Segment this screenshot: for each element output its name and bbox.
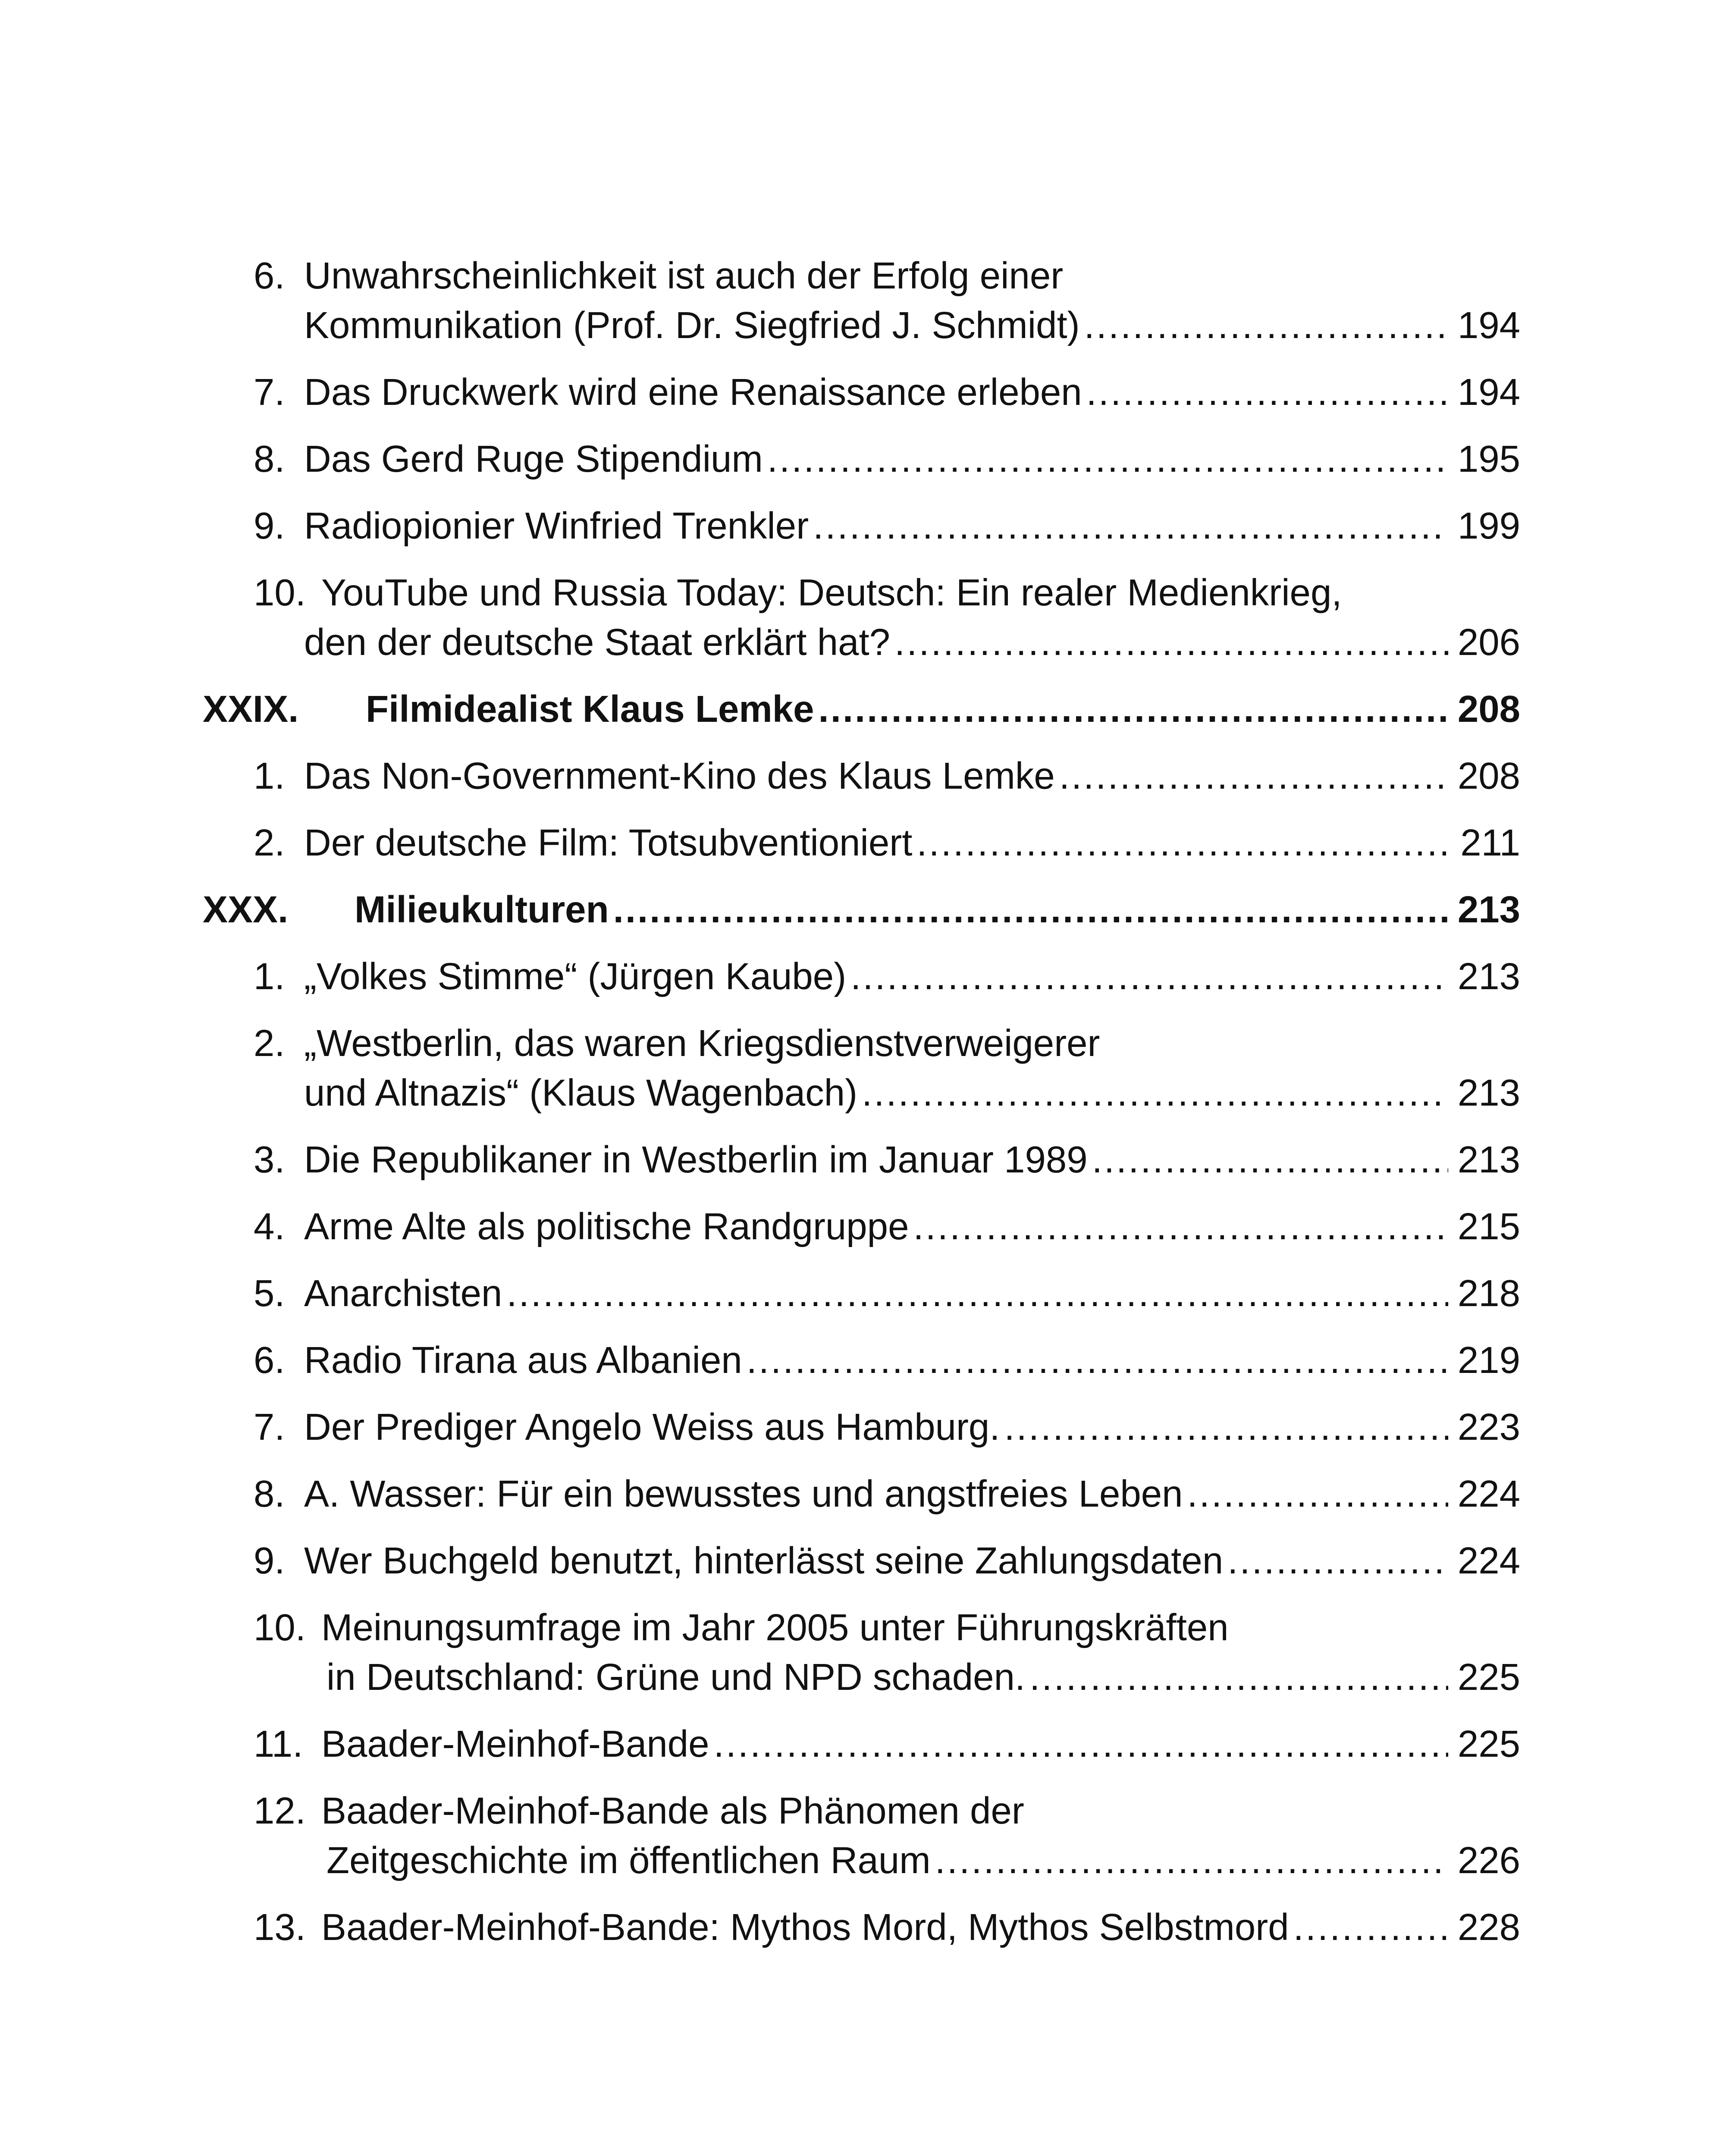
entry-title-line: „Volkes Stimme“ (Jürgen Kaube) ..... 213 bbox=[304, 951, 1520, 1003]
page-number: 194 bbox=[1457, 304, 1520, 346]
page-number: 215 bbox=[1457, 1206, 1520, 1247]
entry-title-line: Radio Tirana aus Albanien ..... 219 bbox=[304, 1335, 1520, 1386]
entry-title-line: Das Gerd Ruge Stipendium ..... 195 bbox=[304, 433, 1520, 485]
entry-number: 3. bbox=[254, 1139, 285, 1181]
entry-title-line: Kommunikation (Prof. Dr. Siegfried J. Schmidt) ..... 194 bbox=[304, 300, 1520, 351]
entry-title-line: Wer Buchgeld benutzt, hinterlässt seine Zahlungsdaten ..... 224 bbox=[304, 1535, 1520, 1587]
dot-leader bbox=[813, 500, 1448, 552]
dot-leader bbox=[935, 1835, 1448, 1887]
entry-number: 10. bbox=[254, 572, 306, 614]
entry-title-line: Zeitgeschichte im öffentlichen Raum ..... 226 bbox=[326, 1835, 1520, 1887]
entry-number: 8. bbox=[254, 1473, 285, 1515]
page-number: 224 bbox=[1457, 1473, 1520, 1515]
dot-leader bbox=[913, 1201, 1448, 1253]
page-number: 218 bbox=[1457, 1272, 1520, 1314]
entry-title-line: Meinungsumfrage im Jahr 2005 unter Führungskräften bbox=[321, 1607, 1229, 1648]
dot-leader bbox=[1187, 1468, 1448, 1520]
entry-title-line: Der deutsche Film: Totsubventioniert ..... 211 bbox=[304, 817, 1520, 869]
page-number: 206 bbox=[1457, 621, 1520, 663]
entry-number: 1. bbox=[254, 956, 285, 997]
chapter-title-line: Milieukulturen ..... 213 bbox=[355, 884, 1520, 936]
entry-number: 4. bbox=[254, 1206, 285, 1247]
entry-number: 10. bbox=[254, 1607, 306, 1648]
dot-leader bbox=[916, 817, 1451, 869]
entry-number: 7. bbox=[254, 371, 285, 413]
entry-title-line: Baader-Meinhof-Bande als Phänomen der bbox=[321, 1790, 1024, 1832]
entry-title-line: und Altnazis“ (Klaus Wagenbach) ..... 213 bbox=[304, 1067, 1520, 1119]
dot-leader bbox=[1059, 750, 1448, 802]
dot-leader bbox=[850, 951, 1448, 1003]
page-number: 195 bbox=[1457, 438, 1520, 480]
entry-number: 5. bbox=[254, 1272, 285, 1314]
entry-title-line: Unwahrscheinlichkeit ist auch der Erfolg einer bbox=[304, 255, 1064, 297]
chapter-number: XXIX. bbox=[203, 688, 299, 730]
page-number: 219 bbox=[1457, 1339, 1520, 1381]
entry-number: 11. bbox=[254, 1723, 303, 1765]
page-number: 208 bbox=[1457, 688, 1520, 730]
dot-leader bbox=[1293, 1902, 1448, 1953]
page-number: 213 bbox=[1457, 956, 1520, 997]
page-number: 213 bbox=[1457, 889, 1520, 931]
dot-leader bbox=[819, 683, 1448, 735]
entry-title-line: Anarchisten ..... 218 bbox=[304, 1268, 1520, 1319]
dot-leader bbox=[1092, 1134, 1448, 1186]
page-number: 208 bbox=[1457, 755, 1520, 797]
page-number: 223 bbox=[1457, 1406, 1520, 1448]
dot-leader bbox=[1004, 1401, 1448, 1453]
page-number: 224 bbox=[1457, 1540, 1520, 1582]
entry-number: 2. bbox=[254, 1022, 285, 1064]
page-number: 225 bbox=[1457, 1656, 1520, 1698]
dot-leader bbox=[894, 617, 1448, 668]
page-number: 226 bbox=[1457, 1839, 1520, 1881]
entry-number: 2. bbox=[254, 822, 285, 864]
entry-number: 13. bbox=[254, 1906, 306, 1948]
entry-number: 6. bbox=[254, 255, 285, 297]
chapter-title-line: Filmidealist Klaus Lemke ..... 208 bbox=[366, 683, 1520, 735]
dot-leader bbox=[1029, 1651, 1448, 1703]
entry-title-line: Das Non-Government-Kino des Klaus Lemke ..... 208 bbox=[304, 750, 1520, 802]
entry-number: 8. bbox=[254, 438, 285, 480]
dot-leader bbox=[1086, 367, 1448, 418]
page-number: 211 bbox=[1460, 822, 1520, 864]
entry-title-line: A. Wasser: Für ein bewusstes und angstfreies Leben ..... 224 bbox=[304, 1468, 1520, 1520]
entry-title-line: „Westberlin, das waren Kriegsdienstverweigerer bbox=[304, 1022, 1100, 1064]
dot-leader bbox=[613, 884, 1448, 936]
entry-title-line: Die Republikaner in Westberlin im Januar 1989 ..... 213 bbox=[304, 1134, 1520, 1186]
entry-title-line: Radiopionier Winfried Trenkler ..... 199 bbox=[304, 500, 1520, 552]
entry-number: 7. bbox=[254, 1406, 285, 1448]
page-number: 213 bbox=[1457, 1072, 1520, 1114]
dot-leader bbox=[1227, 1535, 1448, 1587]
entry-title-line: Das Druckwerk wird eine Renaissance erleben ..... 194 bbox=[304, 367, 1520, 418]
entry-number: 12. bbox=[254, 1790, 306, 1832]
page-number: 213 bbox=[1457, 1139, 1520, 1181]
entry-title-line: YouTube und Russia Today: Deutsch: Ein realer Medienkrieg, bbox=[321, 572, 1342, 614]
page-number: 199 bbox=[1457, 505, 1520, 547]
page-number: 228 bbox=[1457, 1906, 1520, 1948]
dot-leader bbox=[506, 1268, 1448, 1319]
entry-title-line: Baader-Meinhof-Bande ..... 225 bbox=[321, 1718, 1520, 1770]
dot-leader bbox=[862, 1067, 1448, 1119]
entry-title-line: Baader-Meinhof-Bande: Mythos Mord, Mythos Selbstmord ..... 228 bbox=[321, 1902, 1520, 1953]
page-number: 225 bbox=[1457, 1723, 1520, 1765]
dot-leader bbox=[1084, 300, 1448, 351]
entry-number: 1. bbox=[254, 755, 285, 797]
entry-number: 9. bbox=[254, 505, 285, 547]
dot-leader bbox=[714, 1718, 1448, 1770]
entry-title-line: Der Prediger Angelo Weiss aus Hamburg. ..... 223 bbox=[304, 1401, 1520, 1453]
page-number: 194 bbox=[1457, 371, 1520, 413]
entry-number: 9. bbox=[254, 1540, 285, 1582]
entry-number: 6. bbox=[254, 1339, 285, 1381]
entry-title-line: den der deutsche Staat erklärt hat? ..... 206 bbox=[304, 617, 1520, 668]
chapter-number: XXX. bbox=[203, 889, 289, 931]
entry-title-line: in Deutschland: Grüne und NPD schaden. ..... 225 bbox=[326, 1651, 1520, 1703]
dot-leader bbox=[767, 433, 1448, 485]
entry-title-line: Arme Alte als politische Randgruppe ..... 215 bbox=[304, 1201, 1520, 1253]
dot-leader bbox=[747, 1335, 1448, 1386]
